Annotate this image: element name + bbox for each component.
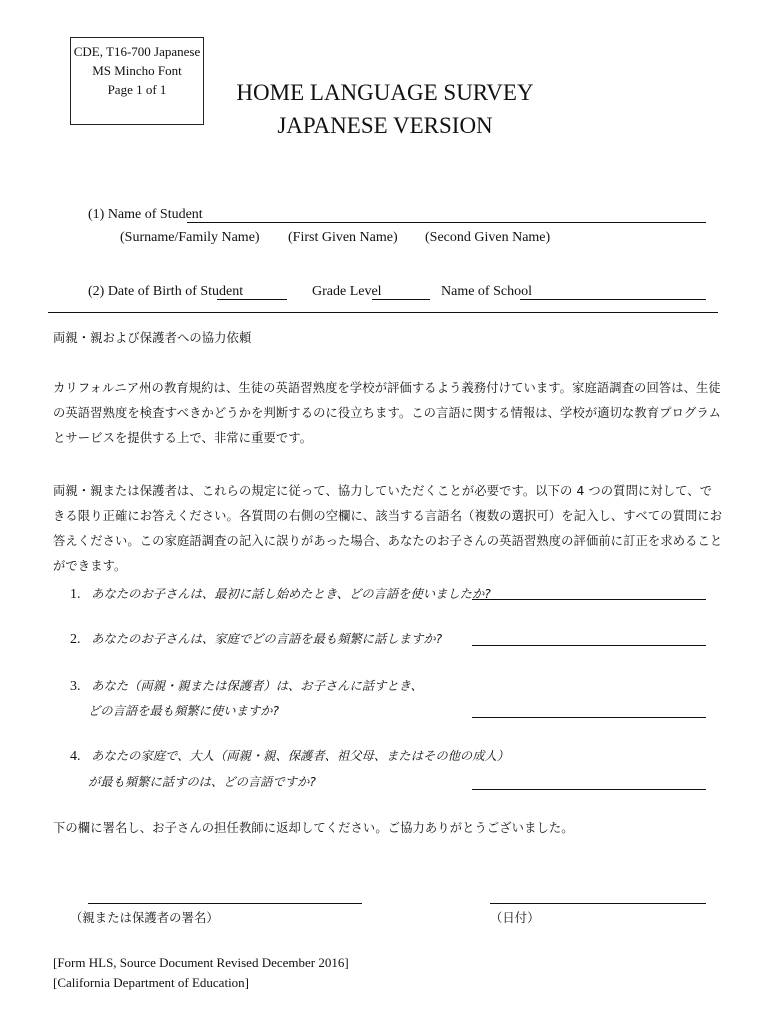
school-field[interactable] bbox=[520, 299, 706, 300]
question-1 bbox=[70, 581, 491, 607]
page-title: HOME LANGUAGE SURVEY bbox=[236, 80, 534, 105]
question-number: 2. bbox=[70, 632, 81, 647]
paragraph-2: 両親・親または保護者は、これらの規定に従って、協力していただくことが必要です。以下の 4 つの質問に対して、できる限り正確にお答えください。各質問の右側の空欄に、該当する言語名（複数の選択可）を記入し、すべての質問にお答えください。この家庭語調査の記入に誤りがあった場合、あなたのお子さんの英語習熟度の評価前に訂正を求めることができます。 bbox=[53, 484, 723, 573]
question-text: どの言語を最も頻繁に使いますか? bbox=[88, 704, 279, 718]
student-name-field[interactable] bbox=[187, 222, 706, 223]
date-label: （日付） bbox=[490, 911, 540, 925]
question-text: あなたのお子さんは、最初に話し始めたとき、どの言語を使いましたか? bbox=[91, 587, 491, 601]
answer-1-field[interactable] bbox=[472, 599, 706, 600]
question-4 bbox=[70, 743, 509, 769]
question-number: 3. bbox=[70, 679, 81, 694]
question-text: あなたのお子さんは、家庭でどの言語を最も頻繁に話しますか? bbox=[91, 632, 443, 646]
paragraph-1: カリフォルニア州の教育規約は、生徒の英語習熟度を学校が評価するよう義務付けています。家庭語調査の回答は、生徒の英語習熟度を検査すべきかどうかを判断するのに役立ちます。この言語に関する情報は、学校が適切な教育プログラムとサービスを提供する上で、非常に重要です。 bbox=[53, 381, 722, 445]
question-3 bbox=[70, 673, 423, 699]
page-count-line: Page 1 of 1 bbox=[107, 82, 167, 97]
dob-field[interactable] bbox=[217, 299, 287, 300]
grade-field[interactable] bbox=[372, 299, 430, 300]
question-number: 4. bbox=[70, 749, 81, 764]
section-divider bbox=[48, 312, 718, 313]
font-note-line: MS Mincho Font bbox=[92, 63, 182, 78]
date-field[interactable] bbox=[490, 903, 706, 904]
answer-2-field[interactable] bbox=[472, 645, 706, 646]
parent-signature-field[interactable] bbox=[88, 903, 362, 904]
closing-instruction: 下の欄に署名し、お子さんの担任教師に返却してください。ご協力ありがとうございました。 bbox=[53, 821, 574, 835]
dob-label: (2) Date of Birth of Student bbox=[88, 284, 244, 299]
student-name-label: (1) Name of Student bbox=[88, 207, 203, 222]
second-given-label: (Second Given Name) bbox=[425, 230, 551, 245]
surname-label: (Surname/Family Name) bbox=[120, 230, 260, 245]
grade-label: Grade Level bbox=[312, 284, 382, 299]
question-number: 1. bbox=[70, 587, 81, 602]
parent-signature-label: （親または保護者の署名） bbox=[70, 911, 219, 925]
question-text: あなたの家庭で、大人（両親・親、保護者、祖父母、またはその他の成人） bbox=[91, 749, 510, 763]
question-text: が最も頻繁に話すのは、どの言語ですか? bbox=[88, 775, 316, 789]
question-text: あなた（両親・親または保護者）は、お子さんに話すとき、 bbox=[91, 679, 423, 693]
first-given-label: (First Given Name) bbox=[288, 230, 398, 245]
footer-department: [California Department of Education] bbox=[53, 975, 250, 990]
question-3-cont bbox=[88, 698, 279, 724]
form-id-line: CDE, T16-700 Japanese bbox=[73, 44, 201, 59]
question-2 bbox=[70, 626, 442, 652]
school-label: Name of School bbox=[441, 284, 532, 299]
footer-revision: [Form HLS, Source Document Revised December 2016] bbox=[53, 955, 349, 970]
page-subtitle: JAPANESE VERSION bbox=[277, 113, 493, 138]
form-id-box bbox=[70, 37, 204, 125]
answer-3-field[interactable] bbox=[472, 717, 706, 718]
question-4-cont bbox=[88, 769, 316, 795]
intro-heading: 両親・親および保護者への協力依頼 bbox=[53, 331, 252, 345]
answer-4-field[interactable] bbox=[472, 789, 706, 790]
